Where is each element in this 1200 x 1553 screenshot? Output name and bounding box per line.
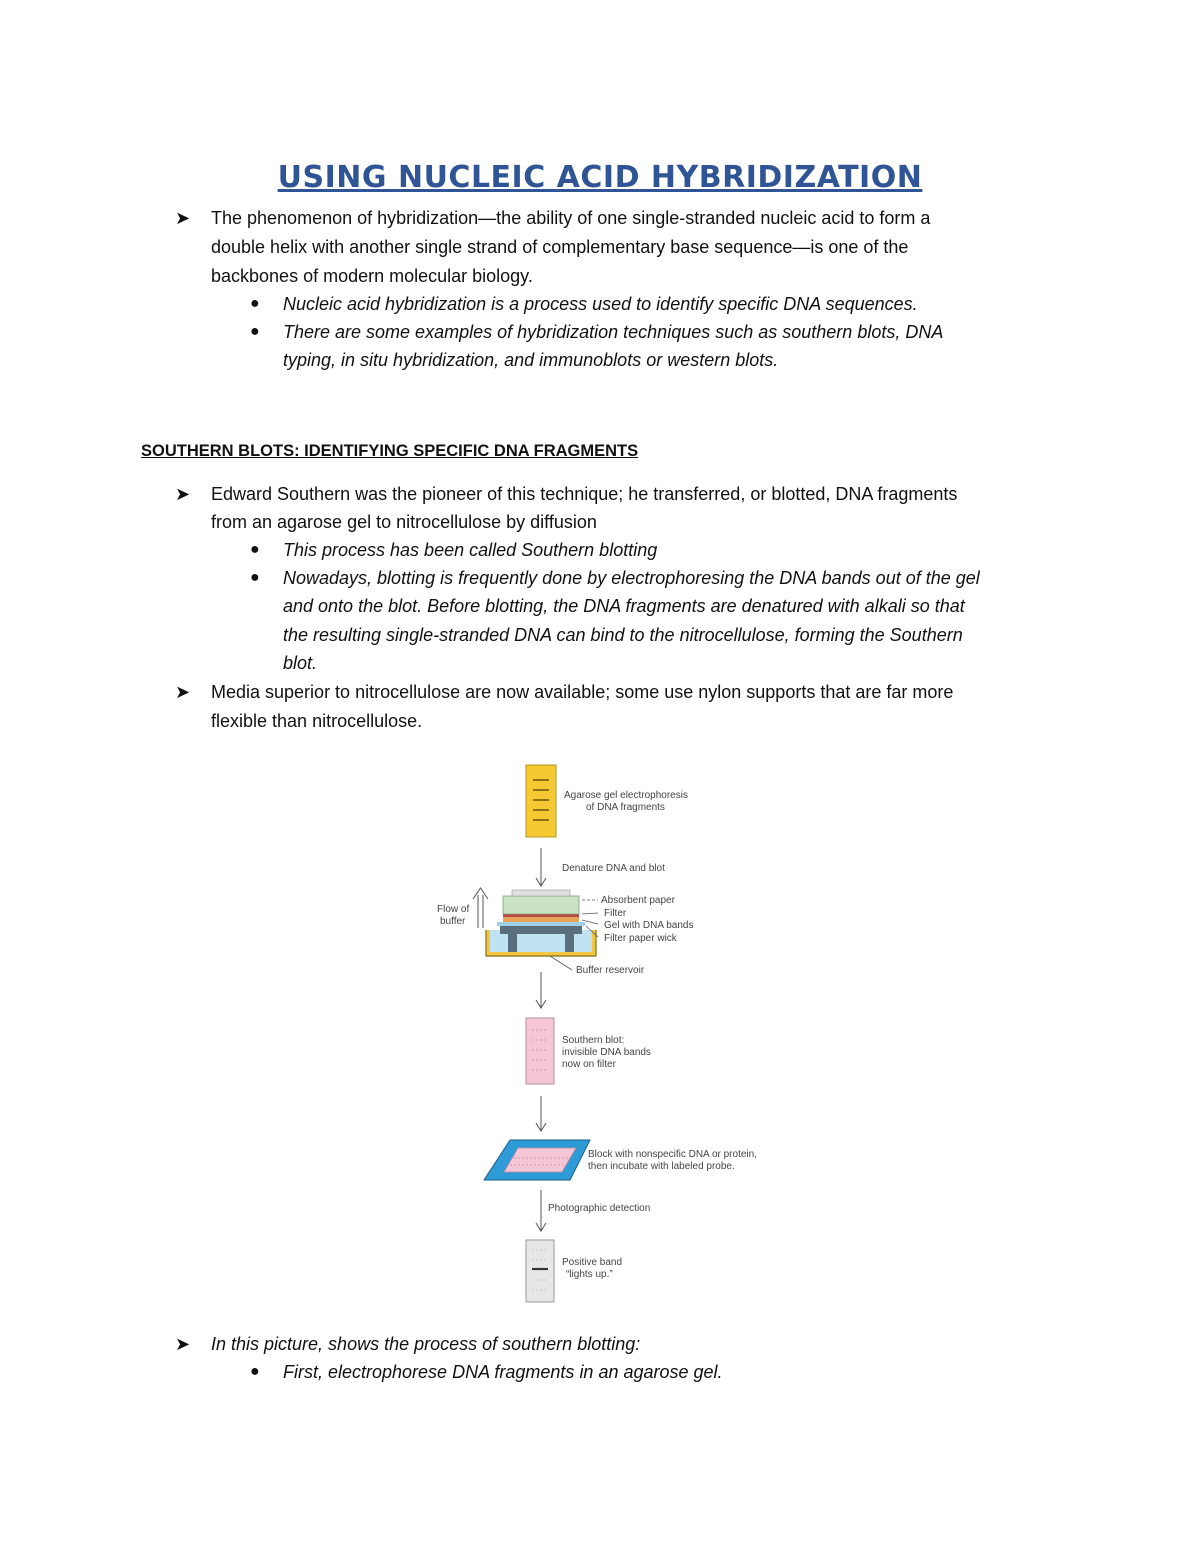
step-denature: Denature DNA and blot — [562, 863, 665, 874]
gel-label-1: Agarose gel electrophoresis — [564, 790, 688, 801]
section-b1-sub-2-line-1: Nowadays, blotting is frequently done by electrophoresing the DNA bands out of the gel — [283, 568, 980, 588]
bullet-dot-icon: ● — [250, 1363, 260, 1380]
bullet-dot-icon: ● — [250, 569, 260, 586]
wick-label: Filter paper wick — [604, 933, 677, 944]
positive-label-2: “lights up.” — [566, 1269, 613, 1280]
southern-label-2: invisible DNA bands — [562, 1047, 651, 1058]
closing-bullet: In this picture, shows the process of southern blotting: — [211, 1334, 641, 1354]
filter-label: Filter — [604, 908, 627, 919]
intro-line-1: The phenomenon of hybridization—the ability of one single-stranded nucleic acid to form a — [211, 208, 931, 228]
bullet-dot-icon: ● — [250, 541, 260, 558]
gel-bands-label: Gel with DNA bands — [604, 920, 694, 931]
arrow-bullet-icon: ➤ — [175, 682, 191, 702]
photo-label: Photographic detection — [548, 1203, 651, 1214]
block-label-2: then incubate with labeled probe. — [588, 1161, 735, 1172]
reservoir-label: Buffer reservoir — [576, 965, 645, 976]
arrow-bullet-icon: ➤ — [175, 208, 191, 228]
section-b1-sub-1: This process has been called Southern blotting — [283, 540, 658, 560]
absorbent-label: Absorbent paper — [601, 895, 675, 906]
arrow-bullet-icon: ➤ — [175, 1334, 191, 1354]
southern-blot-figure — [526, 1018, 554, 1084]
flow-label-1: Flow of — [437, 904, 470, 915]
flow-up-arrow-icon — [473, 888, 488, 928]
intro-line-3: backbones of modern molecular biology. — [211, 266, 533, 286]
section-b1-line-1: Edward Southern was the pioneer of this technique; he transferred, or blotted, DNA fragments — [211, 484, 958, 504]
arrow-bullet-icon: ➤ — [175, 484, 191, 504]
flow-label-2: buffer — [440, 916, 466, 927]
gel-label-2: of DNA fragments — [586, 802, 665, 813]
closing-sub-1: First, electrophorese DNA fragments in an agarose gel. — [283, 1362, 723, 1382]
film-figure — [526, 1240, 554, 1302]
section-b1-sub-2-line-2: and onto the blot. Before blotting, the DNA fragments are denatured with alkali so that — [283, 596, 965, 616]
section-b1-sub-2-line-4: blot. — [283, 653, 318, 673]
southern-blot-diagram — [400, 760, 800, 1310]
section-b1-sub-2-line-3: the resulting single-stranded DNA can bind to the nitrocellulose, forming the Southern — [283, 625, 963, 645]
page-title: USING NUCLEIC ACID HYBRIDIZATION — [277, 160, 923, 195]
intro-sub-2-line-2: typing, in situ hybridization, and immunoblots or western blots. — [283, 350, 779, 370]
block-label-1: Block with nonspecific DNA or protein, — [588, 1149, 757, 1160]
intro-sub-1: Nucleic acid hybridization is a process used to identify specific DNA sequences. — [283, 294, 918, 314]
section-b2-line-2: flexible than nitrocellulose. — [211, 711, 423, 731]
positive-label-1: Positive band — [562, 1257, 623, 1268]
agarose-gel-figure — [526, 765, 556, 837]
intro-sub-2-line-1: There are some examples of hybridization techniques such as southern blots, DNA — [283, 322, 944, 342]
section-b1-line-2: from an agarose gel to nitrocellulose by diffusion — [211, 512, 597, 532]
membrane-tray-figure — [484, 1140, 590, 1180]
bullet-dot-icon: ● — [250, 323, 260, 340]
southern-label-1: Southern blot: — [562, 1035, 625, 1046]
bullet-dot-icon: ● — [250, 295, 260, 312]
section-b2-line-1: Media superior to nitrocellulose are now available; some use nylon supports that are far more — [211, 682, 954, 702]
southern-label-3: now on filter — [562, 1059, 616, 1070]
section-heading: SOUTHERN BLOTS: IDENTIFYING SPECIFIC DNA FRAGMENTS — [141, 442, 639, 460]
blotting-apparatus — [486, 890, 596, 956]
intro-line-2: double helix with another single strand of complementary base sequence—is one of the — [211, 237, 909, 257]
